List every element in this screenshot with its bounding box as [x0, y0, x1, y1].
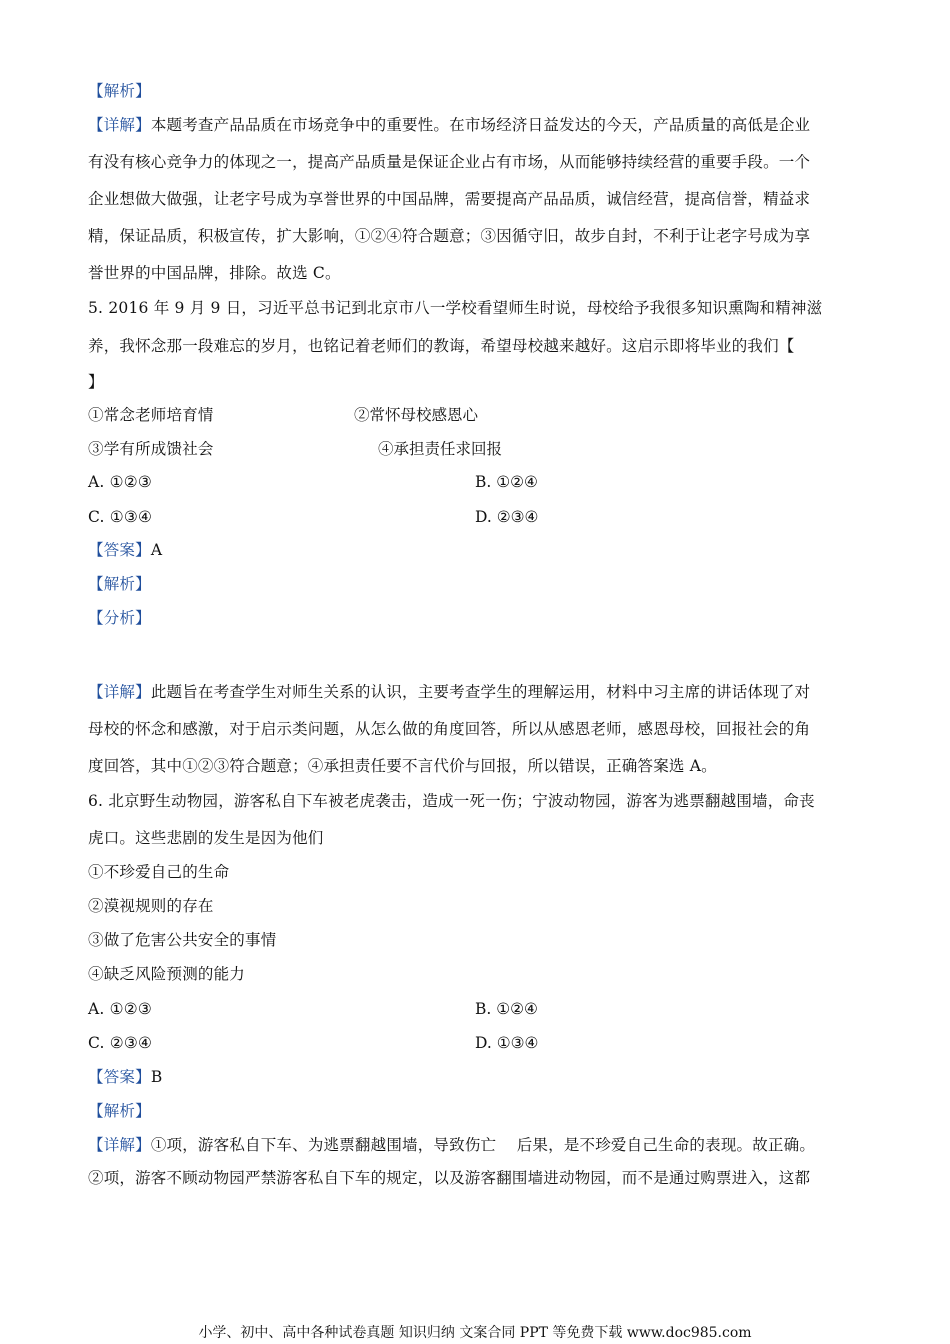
analysis-label: 【解析】: [88, 82, 151, 100]
q5-option-a: A. ①②③: [88, 473, 152, 491]
detail-paragraph-line: 【详解】本题考查产品品质在市场竞争中的重要性。在市场经济日益发达的今天，产品质量的高低是企业: [88, 116, 811, 134]
q6-detail-line: 【详解】①项，游客私自下车、为逃票翻越围墙，导致伤亡 后果，是不珍爱自己生命的表现。故正确。: [88, 1136, 816, 1154]
q5-item-2: ②常怀母校感恩心: [354, 406, 479, 424]
detail-label: 【详解】: [88, 683, 151, 701]
detail-paragraph-line: 精，保证品质，积极宣传，扩大影响，①②④符合题意；③因循守旧，故步自封，不利于让老字号成为享: [88, 227, 811, 245]
q5-answer: A: [150, 541, 163, 559]
q5-item-1: ①常念老师培育情: [88, 406, 214, 424]
q6-item-2: ②漠视规则的存在: [88, 897, 214, 915]
q6-option-a: A. ①②③: [88, 1000, 152, 1018]
q5-stem-line: 】: [88, 373, 104, 391]
answer-label: 【答案】: [88, 541, 151, 559]
q6-option-d: D. ①③④: [475, 1034, 539, 1052]
q5-detail-line: 母校的怀念和感激，对于启示类问题，从怎么做的角度回答，所以从感恩老师，感恩母校，回报社会的角: [88, 720, 811, 738]
q6-answer-line: [88, 1067, 162, 1087]
q5-stem-line: 5. 2016 年 9 月 9 日，习近平总书记到北京市八一学校看望师生时说，母校给予我很多知识熏陶和精神滋: [88, 299, 823, 317]
q6-item-4: ④缺乏风险预测的能力: [88, 965, 246, 983]
q6-item-1: ①不珍爱自己的生命: [88, 863, 230, 881]
q6-item-3: ③做了危害公共安全的事情: [88, 931, 277, 949]
q5-option-b: B. ①②④: [475, 473, 538, 491]
fenxi-label: 【分析】: [88, 609, 151, 627]
analysis-label: 【解析】: [88, 1102, 151, 1120]
q6-stem-line: 6. 北京野生动物园，游客私自下车被老虎袭击，造成一死一伤；宁波动物园，游客为逃票翻越围墙，命丧: [88, 792, 815, 810]
detail-label: 【详解】: [88, 1136, 151, 1154]
detail-paragraph-line: 誉世界的中国品牌，排除。故选 C。: [88, 264, 341, 282]
page-footer: 小学、初中、高中各种试卷真题 知识归纳 文案合同 PPT 等免费下载 www.doc985.com: [198, 1325, 752, 1341]
q5-item-4: ④承担责任求回报: [378, 440, 503, 458]
q6-option-c: C. ②③④: [88, 1034, 153, 1052]
q6-stem-line: 虎口。这些悲剧的发生是因为他们: [88, 829, 324, 847]
analysis-label: 【解析】: [88, 575, 151, 593]
q5-detail-line: 度回答，其中①②③符合题意；④承担责任要不言代价与回报，所以错误，正确答案选 A。: [88, 757, 717, 775]
detail-paragraph-line: 有没有核心竞争力的体现之一，提高产品质量是保证企业占有市场，从而能够持续经营的重要手段。一个: [88, 153, 811, 171]
q6-detail-line: ②项，游客不顾动物园严禁游客私自下车的规定，以及游客翻围墙进动物园，而不是通过购票进入，这都: [88, 1169, 811, 1187]
q5-answer-line: [88, 540, 162, 560]
answer-label: 【答案】: [88, 1068, 151, 1086]
q5-item-3: ③学有所成馈社会: [88, 440, 214, 458]
q5-stem-line: 养，我怀念那一段难忘的岁月，也铭记着老师们的教诲，希望母校越来越好。这启示即将毕业的我们【: [88, 337, 795, 355]
q5-detail-line: 【详解】此题旨在考查学生对师生关系的认识，主要考查学生的理解运用，材料中习主席的讲话体现了对: [88, 683, 811, 701]
q6-option-b: B. ①②④: [475, 1000, 538, 1018]
detail-label: 【详解】: [88, 116, 151, 134]
q5-option-c: C. ①③④: [88, 508, 153, 526]
detail-paragraph-line: 企业想做大做强，让老字号成为享誉世界的中国品牌，需要提高产品品质，诚信经营，提高信誉，精益求: [88, 190, 811, 208]
q6-answer: B: [150, 1068, 163, 1086]
q5-option-d: D. ②③④: [475, 508, 539, 526]
